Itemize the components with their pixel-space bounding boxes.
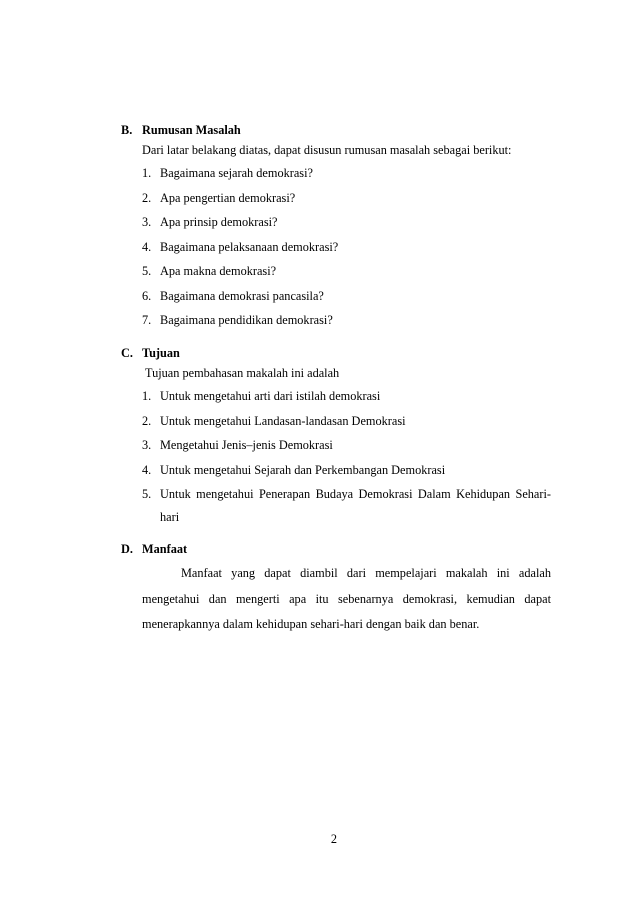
page-number: 2: [330, 832, 338, 846]
list-number: 5.: [142, 487, 152, 501]
list-item: [142, 482, 551, 528]
list-item: [142, 284, 551, 309]
section-intro: Dari latar belakang diatas, dapat disusun rumusan masalah sebagai berikut:: [142, 143, 512, 157]
list-number: 3.: [142, 215, 152, 229]
list-number: 2.: [142, 190, 152, 205]
list-item: [142, 409, 551, 434]
list-text: Bagaimana pendidikan demokrasi?: [160, 313, 333, 327]
list-number: 7.: [142, 313, 152, 327]
list-item: [142, 458, 551, 483]
list-text: Apa prinsip demokrasi?: [160, 215, 278, 229]
section-title: Manfaat: [142, 542, 188, 556]
list-number: 5.: [142, 264, 152, 278]
list-number: 1.: [142, 389, 152, 403]
section-heading: [121, 121, 551, 139]
list-item: [142, 384, 551, 409]
section-letter: B.: [121, 123, 133, 137]
list-text: Untuk mengetahui Sejarah dan Perkembangan Demokrasi: [160, 462, 446, 477]
section-title: Rumusan Masalah: [142, 123, 241, 137]
section-body: [121, 558, 551, 638]
list-number: 6.: [142, 288, 152, 303]
section-heading: [121, 540, 551, 558]
list-text: Bagaimana demokrasi pancasila?: [160, 288, 324, 303]
list-number: 4.: [142, 462, 152, 477]
list-number: 4.: [142, 239, 152, 254]
list-text: Bagaimana sejarah demokrasi?: [160, 166, 313, 180]
numbered-list: [142, 384, 551, 528]
list-text: Untuk mengetahui Penerapan Budaya Demokrasi Dalam Kehidupan Sehari-hari: [160, 487, 551, 524]
list-text: Apa pengertian demokrasi?: [160, 190, 296, 205]
list-number: 3.: [142, 438, 152, 452]
section-intro: Tujuan pembahasan makalah ini adalah: [145, 366, 340, 380]
list-item: [142, 235, 551, 260]
list-item: [142, 186, 551, 211]
list-item: [142, 259, 551, 284]
list-text: Untuk mengetahui arti dari istilah demokrasi: [160, 389, 381, 403]
section-body: [121, 362, 551, 528]
section-body: [121, 139, 551, 333]
list-item: [142, 308, 551, 333]
list-text: Untuk mengetahui Landasan-landasan Demokrasi: [160, 413, 406, 428]
list-text: Mengetahui Jenis–jenis Demokrasi: [160, 438, 333, 452]
section-letter: C.: [121, 346, 133, 360]
section-rumusan-masalah: [121, 121, 551, 333]
section-letter: D.: [121, 542, 133, 556]
list-item: [142, 161, 551, 186]
list-item: [142, 433, 551, 458]
section-heading: [121, 344, 551, 362]
section-manfaat: [121, 540, 551, 638]
section-paragraph: Manfaat yang dapat diambil dari mempelajari makalah ini adalah mengetahui dan mengerti apa itu sebenarnya demokrasi, kemudian dapat menerapkannya dalam kehidupan sehari-hari dengan baik dan benar.: [142, 566, 551, 631]
list-text: Apa makna demokrasi?: [160, 264, 277, 278]
list-item: [142, 210, 551, 235]
numbered-list: [142, 161, 551, 333]
list-text: Bagaimana pelaksanaan demokrasi?: [160, 239, 339, 254]
list-number: 1.: [142, 166, 152, 180]
list-number: 2.: [142, 413, 152, 428]
section-title: Tujuan: [142, 346, 180, 360]
section-tujuan: [121, 344, 551, 528]
